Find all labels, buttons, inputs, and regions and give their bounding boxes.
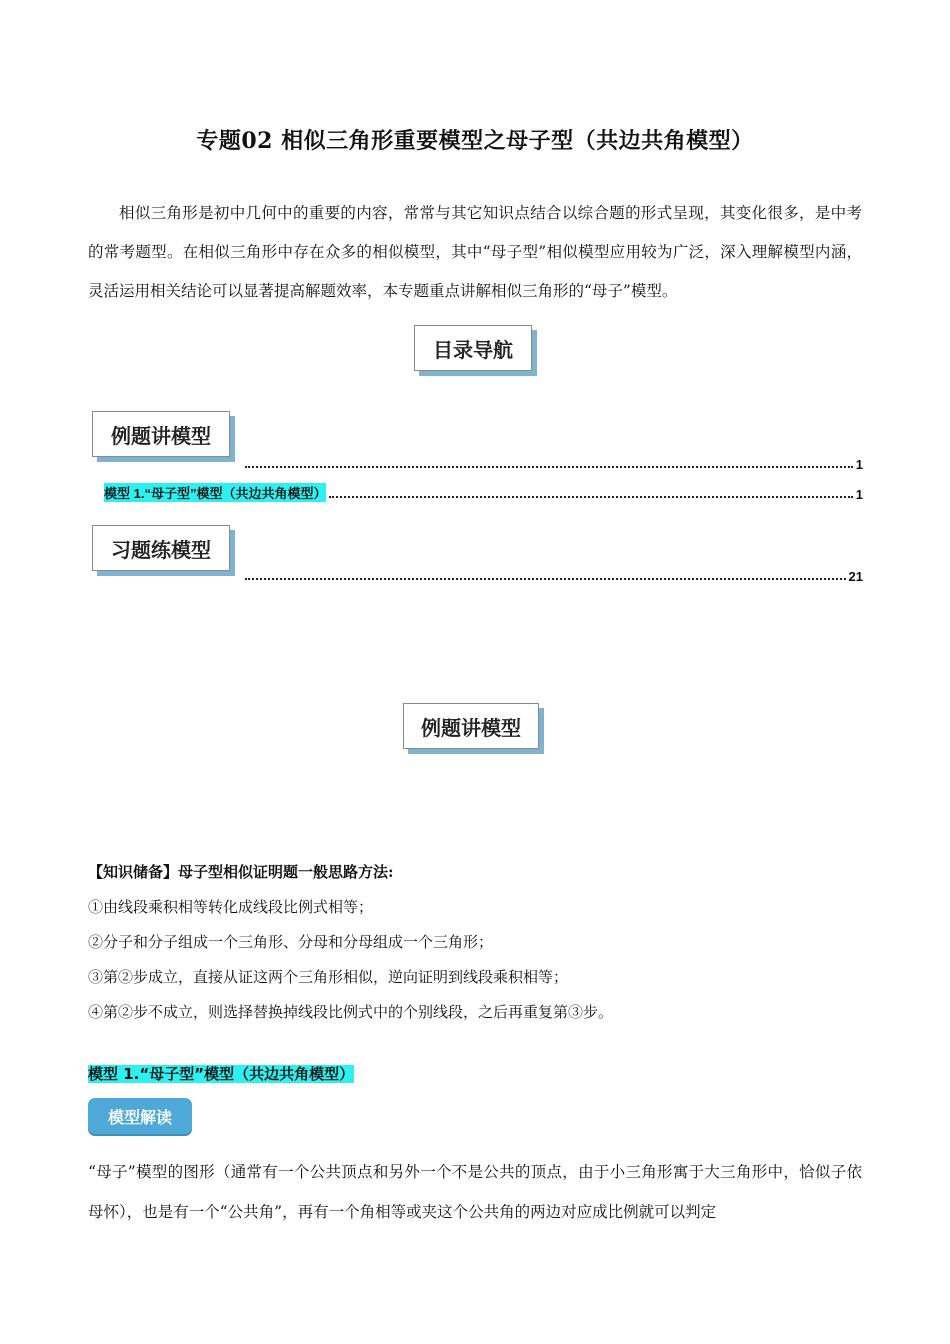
toc-row-section-1[interactable] xyxy=(242,456,863,472)
model-reading-badge: 模型解读 xyxy=(88,1098,192,1134)
knowledge-block xyxy=(88,855,862,1030)
toc-leader-dots xyxy=(245,577,846,580)
toc-model-1-label: 模型 1.“母子型”模型（共边共角模型） xyxy=(104,483,326,502)
knowledge-step: ①由线段乘积相等转化成线段比例式相等； xyxy=(88,898,374,916)
knowledge-step: ②分子和分子组成一个三角形、分母和分母组成一个三角形； xyxy=(88,933,494,951)
model-description: “母子”模型的图形（通常有一个公共顶点和另外一个不是公共的顶点，由于小三角形寓于大三角形中，恰似子依母怀），也是有一个“公共角”，再有一个角相等或夹这个公共角的两边对应成比例就可以判定 xyxy=(88,1163,862,1221)
toc-nav-box: 目录导航 xyxy=(414,325,532,371)
toc-page-number: 1 xyxy=(855,487,863,502)
toc-page-number: 21 xyxy=(848,569,863,584)
toc-section-1-box[interactable]: 例题讲模型 xyxy=(92,411,230,457)
toc-row-model-1[interactable] xyxy=(104,484,863,502)
toc-leader-dots xyxy=(329,495,852,498)
toc-section-2-box[interactable]: 习题练模型 xyxy=(92,525,230,571)
page-title: 专题02 相似三角形重要模型之母子型（共边共角模型） xyxy=(196,128,754,154)
toc-leader-dots xyxy=(245,465,853,468)
toc-row-section-2[interactable] xyxy=(242,568,863,584)
section-header-box: 例题讲模型 xyxy=(403,703,539,749)
model-heading: 模型 1.“母子型”模型（共边共角模型） xyxy=(88,1065,355,1083)
knowledge-heading: 【知识储备】母子型相似证明题一般思路方法: xyxy=(88,863,394,881)
knowledge-step: ③第②步成立，直接从证这两个三角形相似，逆向证明到线段乘积相等； xyxy=(88,968,569,986)
toc-page-number: 1 xyxy=(855,457,863,472)
knowledge-step: ④第②步不成立，则选择替换掉线段比例式中的个别线段，之后再重复第③步。 xyxy=(88,1003,614,1021)
intro-paragraph: 相似三角形是初中几何中的重要的内容，常常与其它知识点结合以综合题的形式呈现，其变化很多，是中考的常考题型。在相似三角形中存在众多的相似模型，其中“母子型”相似模型应用较为广泛，深入理解模型内涵，灵活运用相关结论可以显著提高解题效率，本专题重点讲解相似三角形的“母子”模型。 xyxy=(88,204,862,300)
